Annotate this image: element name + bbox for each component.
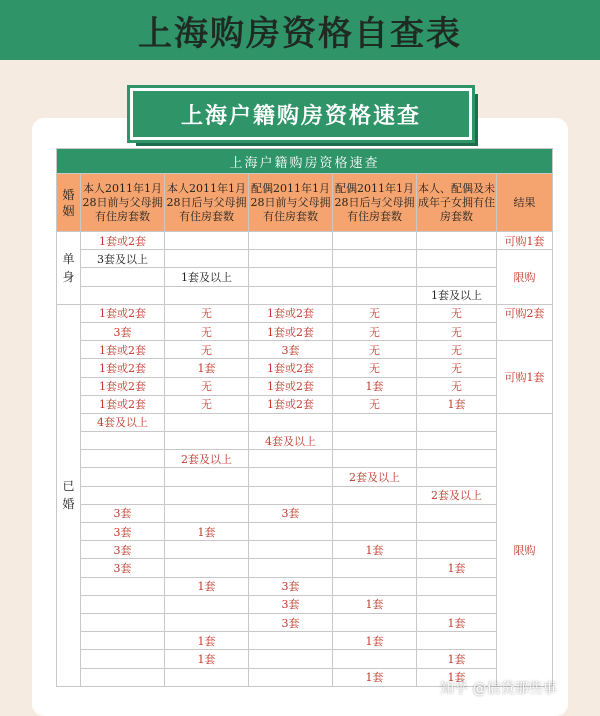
table-cell: 无: [417, 322, 497, 340]
table-cell: [81, 268, 165, 286]
table-cell: 无: [165, 341, 249, 359]
result-cell: 限购: [497, 413, 553, 686]
table-row: [57, 395, 553, 413]
table-cell: [417, 450, 497, 468]
section-subtitle-box: [130, 88, 472, 140]
table-cell: [333, 613, 417, 631]
married-section: [57, 304, 553, 686]
table-row: [57, 341, 553, 359]
table-cell: 1套: [417, 559, 497, 577]
table-cell: 无: [417, 359, 497, 377]
table-cell: [333, 559, 417, 577]
table-cell: 无: [165, 304, 249, 322]
table-row: [57, 322, 553, 340]
table-row: [57, 650, 553, 668]
table-cell: [81, 668, 165, 686]
table-cell: [81, 450, 165, 468]
table-cell: [249, 468, 333, 486]
table-row: [57, 232, 553, 250]
table-cell: [333, 232, 417, 250]
table-cell: [249, 541, 333, 559]
table-cell: [333, 432, 417, 450]
table-cell: 无: [417, 341, 497, 359]
table-row: [57, 468, 553, 486]
table-cell: [417, 468, 497, 486]
table-cell: 2套及以上: [333, 468, 417, 486]
table-cell: 无: [333, 322, 417, 340]
watermark-text: 知乎 @信贷那些事: [440, 681, 557, 697]
single-label: 单身: [57, 232, 81, 305]
table-cell: [165, 432, 249, 450]
table-cell: [249, 450, 333, 468]
table-cell: [333, 250, 417, 268]
table-row: [57, 268, 553, 286]
table-cell: [81, 286, 165, 304]
table-cell: 1套或2套: [81, 395, 165, 413]
table-cell: [81, 595, 165, 613]
table-row: [57, 413, 553, 431]
table-row: [57, 377, 553, 395]
table-cell: 1套: [165, 359, 249, 377]
table-cell: 1套或2套: [249, 359, 333, 377]
table-cell: [417, 432, 497, 450]
table-row: [57, 577, 553, 595]
table-cell: 3套: [81, 504, 165, 522]
table-row: [57, 432, 553, 450]
table-row: [57, 523, 553, 541]
table-cell: 1套: [417, 395, 497, 413]
table-cell: 无: [417, 377, 497, 395]
table-cell: 1套: [417, 668, 497, 686]
table-cell: 1套: [333, 595, 417, 613]
table-cell: [333, 268, 417, 286]
table-cell: 3套: [81, 559, 165, 577]
top-banner: [0, 0, 600, 60]
table-cell: 无: [333, 395, 417, 413]
married-label: 已婚: [57, 304, 81, 686]
table-cell: [165, 559, 249, 577]
table-cell: 1套: [165, 632, 249, 650]
table-cell: [81, 613, 165, 631]
table-cell: 1套: [333, 632, 417, 650]
table-cell: [165, 486, 249, 504]
table-cell: 1套: [333, 668, 417, 686]
table-cell: 无: [165, 395, 249, 413]
table-cell: 1套: [165, 523, 249, 541]
table-row: [57, 632, 553, 650]
table-row: [57, 559, 553, 577]
table-cell: [417, 232, 497, 250]
table-cell: 3套: [81, 541, 165, 559]
table-cell: 1套: [417, 650, 497, 668]
table-cell: [333, 450, 417, 468]
table-cell: [249, 650, 333, 668]
result-cell: 限购: [497, 250, 553, 305]
table-cell: 3套: [249, 504, 333, 522]
table-cell: 3套: [81, 523, 165, 541]
table-row: [57, 486, 553, 504]
table-cell: [81, 468, 165, 486]
table-cell: 无: [417, 304, 497, 322]
table-cell: 1套或2套: [81, 341, 165, 359]
table-cell: 1套或2套: [249, 395, 333, 413]
table-cell: 1套或2套: [81, 377, 165, 395]
table-cell: 1套: [165, 650, 249, 668]
table-cell: [81, 486, 165, 504]
table-cell: [249, 232, 333, 250]
table-cell: [333, 286, 417, 304]
table-cell: 1套: [165, 577, 249, 595]
table-row: [57, 504, 553, 522]
table-cell: [417, 504, 497, 522]
table-cell: [249, 268, 333, 286]
table-cell: [165, 613, 249, 631]
table-row: [57, 359, 553, 377]
header-result: 结果: [497, 174, 553, 232]
table-cell: [165, 504, 249, 522]
qualification-table: [56, 148, 553, 687]
table-cell: 1套: [333, 541, 417, 559]
table-cell: [333, 650, 417, 668]
table-cell: [417, 541, 497, 559]
table-cell: 1套或2套: [249, 322, 333, 340]
table-cell: 3套: [249, 341, 333, 359]
table-cell: 无: [333, 341, 417, 359]
table-cell: 1套或2套: [81, 232, 165, 250]
table-cell: [417, 577, 497, 595]
table-cell: [333, 413, 417, 431]
result-cell: 可购1套: [497, 232, 553, 250]
result-cell: 可购2套: [497, 304, 553, 340]
table-row: [57, 595, 553, 613]
table-cell: [81, 650, 165, 668]
table-cell: [333, 523, 417, 541]
section-subtitle: 上海户籍购房资格速查: [180, 103, 421, 129]
table-cell: [165, 541, 249, 559]
table-cell: [417, 595, 497, 613]
table-cell: 无: [333, 304, 417, 322]
table-cell: 4套及以上: [249, 432, 333, 450]
result-cell: 可购1套: [497, 341, 553, 414]
table-cell: [417, 523, 497, 541]
table-cell: [249, 559, 333, 577]
header-spouse-before: 配偶2011年1月28日前与父母拥有住房套数: [249, 174, 333, 232]
single-section: [57, 232, 553, 305]
table-row: [57, 286, 553, 304]
table-header-row: [57, 174, 553, 232]
table-cell: 无: [165, 377, 249, 395]
table-title: 上海户籍购房资格速查: [57, 149, 553, 174]
table-row: [57, 250, 553, 268]
table-cell: [165, 250, 249, 268]
table-cell: [249, 486, 333, 504]
header-family: 本人、配偶及未成年子女拥有住房套数: [417, 174, 497, 232]
table-cell: 2套及以上: [417, 486, 497, 504]
header-self-before: 本人2011年1月28日前与父母拥有住房套数: [81, 174, 165, 232]
table-cell: 2套及以上: [165, 450, 249, 468]
table-cell: [165, 595, 249, 613]
table-cell: [417, 250, 497, 268]
header-spouse-after: 配偶2011年1月28日后与父母拥有住房套数: [333, 174, 417, 232]
table-row: [57, 304, 553, 322]
table-cell: 1套或2套: [249, 377, 333, 395]
table-cell: [81, 632, 165, 650]
table-cell: 1套及以上: [417, 286, 497, 304]
table-cell: 3套及以上: [81, 250, 165, 268]
table-cell: [165, 413, 249, 431]
table-cell: [165, 232, 249, 250]
table-cell: [333, 504, 417, 522]
table-cell: [249, 523, 333, 541]
table-cell: 1套: [333, 377, 417, 395]
table-cell: 1套或2套: [81, 304, 165, 322]
table-cell: [333, 577, 417, 595]
table-cell: [81, 577, 165, 595]
table-cell: [81, 432, 165, 450]
table-cell: [417, 413, 497, 431]
table-cell: [249, 632, 333, 650]
header-marriage: 婚姻: [57, 174, 81, 232]
table-cell: 1套及以上: [165, 268, 249, 286]
header-self-after: 本人2011年1月28日后与父母拥有住房套数: [165, 174, 249, 232]
table-cell: [249, 668, 333, 686]
table-cell: [165, 286, 249, 304]
table-cell: 1套: [417, 613, 497, 631]
table-cell: 无: [333, 359, 417, 377]
table-cell: 4套及以上: [81, 413, 165, 431]
table-cell: 3套: [249, 577, 333, 595]
table-cell: [249, 413, 333, 431]
table-cell: 1套或2套: [81, 359, 165, 377]
table-row: [57, 541, 553, 559]
table-row: [57, 613, 553, 631]
table-cell: [417, 268, 497, 286]
table-cell: [333, 486, 417, 504]
table-cell: 无: [165, 322, 249, 340]
table-cell: [417, 632, 497, 650]
table-cell: 3套: [81, 322, 165, 340]
table-cell: 1套或2套: [249, 304, 333, 322]
table-cell: 3套: [249, 595, 333, 613]
table-row: [57, 450, 553, 468]
table-cell: [165, 668, 249, 686]
table-cell: [249, 250, 333, 268]
table-cell: [165, 468, 249, 486]
table-cell: 3套: [249, 613, 333, 631]
table-cell: [249, 286, 333, 304]
page-title: 上海购房资格自查表: [138, 13, 462, 54]
